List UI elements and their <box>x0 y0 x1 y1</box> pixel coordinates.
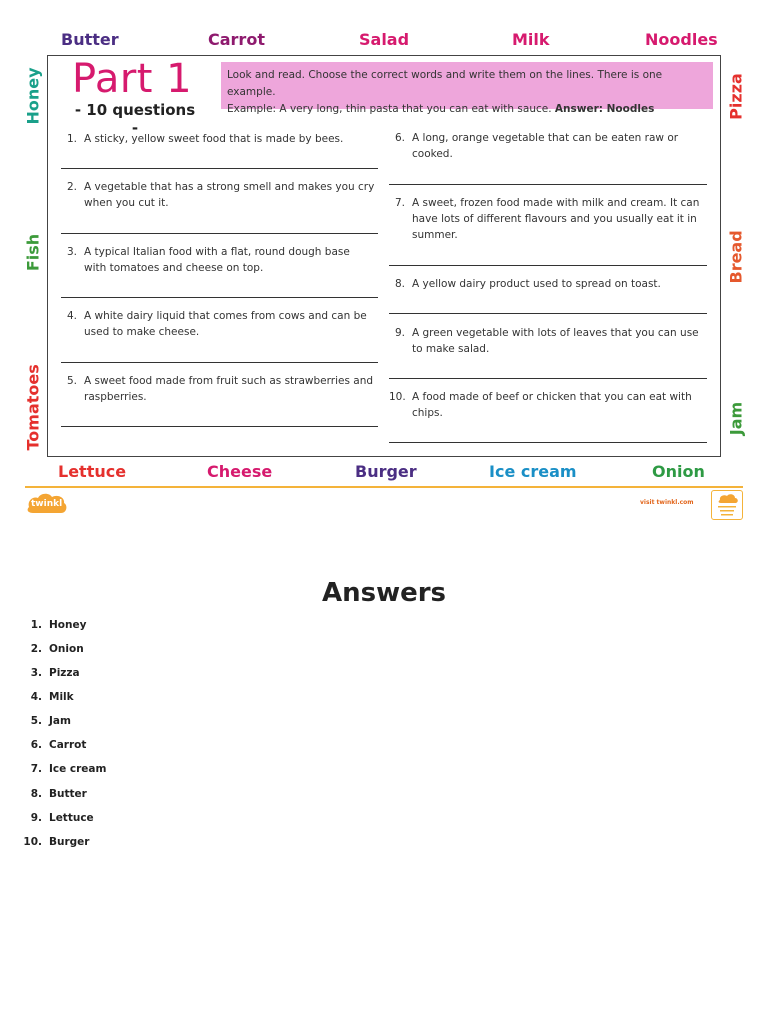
answer-text: Jam <box>49 715 71 727</box>
question-2 <box>61 179 381 213</box>
answer-number: 4. <box>30 691 42 703</box>
answer-line-8[interactable] <box>389 313 707 314</box>
question-number: 6. <box>394 132 405 144</box>
visit-link[interactable]: visit twinkl.com <box>640 499 694 506</box>
answer-number: 10. <box>23 836 42 848</box>
question-number: 3. <box>66 246 77 258</box>
question-text-cont: chips. <box>412 407 443 419</box>
answer-number: 6. <box>30 739 42 751</box>
word-butter: Butter <box>61 30 119 49</box>
answer-line-7[interactable] <box>389 265 707 266</box>
part-title: Part 1 <box>72 56 193 102</box>
twinkl-logo-text: twinkl <box>31 499 63 509</box>
question-1 <box>61 131 381 165</box>
answer-line-4[interactable] <box>61 362 378 363</box>
answer-number: 5. <box>30 715 42 727</box>
answer-text: Lettuce <box>49 812 94 824</box>
example-answer: Answer: Noodles <box>554 103 655 115</box>
answer-text: Onion <box>49 643 84 655</box>
answer-text: Ice cream <box>49 763 107 775</box>
question-text-cont: when you cut it. <box>84 197 169 209</box>
answer-number: 3. <box>30 667 42 679</box>
question-6 <box>389 130 709 164</box>
answer-line-9[interactable] <box>389 378 707 379</box>
answer-line-6[interactable] <box>389 184 707 185</box>
question-number: 2. <box>66 181 77 193</box>
question-text-cont: have lots of different flavours and you usually eat it in <box>412 213 697 225</box>
question-5 <box>61 373 381 407</box>
word-jam: Jam <box>726 401 746 436</box>
question-number: 4. <box>66 310 77 322</box>
question-text: A long, orange vegetable that can be eaten raw or <box>412 132 679 144</box>
instructions-text: Look and read. Choose the correct words and write them on the lines. There is one example. <box>227 69 663 98</box>
word-burger: Burger <box>355 462 417 481</box>
answer-text: Milk <box>49 691 74 703</box>
question-text-cont: with tomatoes and cheese on top. <box>84 262 264 274</box>
question-number: 1. <box>66 133 77 145</box>
answer-number: 1. <box>30 619 42 631</box>
answer-number: 8. <box>30 788 42 800</box>
word-noodles: Noodles <box>645 30 718 49</box>
answer-text: Pizza <box>49 667 80 679</box>
badge-icon <box>711 490 743 520</box>
badge-cloud-icon <box>712 491 742 519</box>
question-number: 7. <box>394 197 405 209</box>
answer-text: Carrot <box>49 739 87 751</box>
word-carrot: Carrot <box>208 30 265 49</box>
question-text-cont: used to make cheese. <box>84 326 200 338</box>
question-text-cont: to make salad. <box>412 343 490 355</box>
question-9 <box>389 325 709 359</box>
question-text: A yellow dairy product used to spread on toast. <box>412 278 661 290</box>
word-honey: Honey <box>23 67 43 125</box>
answer-number: 9. <box>30 812 42 824</box>
word-pizza: Pizza <box>726 73 746 120</box>
question-number: 9. <box>394 327 405 339</box>
word-fish: Fish <box>23 233 43 272</box>
question-text: A typical Italian food with a flat, round dough base <box>84 246 350 258</box>
question-text: A white dairy liquid that comes from cows and can be <box>84 310 367 322</box>
word-milk: Milk <box>512 30 550 49</box>
question-text: A sweet, frozen food made with milk and cream. It can <box>412 197 700 209</box>
answer-line-5[interactable] <box>61 426 378 427</box>
question-text: A vegetable that has a strong smell and makes you cry <box>84 181 375 193</box>
question-text-cont: cooked. <box>412 148 453 160</box>
word-lettuce: Lettuce <box>58 462 127 481</box>
answer-line-1[interactable] <box>61 168 378 169</box>
word-ice-cream: Ice cream <box>489 462 577 481</box>
answer-line-3[interactable] <box>61 297 378 298</box>
word-cheese: Cheese <box>207 462 273 481</box>
answer-text: Honey <box>49 619 87 631</box>
answers-title: Answers <box>321 578 447 608</box>
question-3 <box>61 244 381 278</box>
answer-number: 7. <box>30 763 42 775</box>
question-number: 8. <box>394 278 405 290</box>
question-4 <box>61 308 381 342</box>
question-number: 10. <box>389 391 406 403</box>
answer-number: 2. <box>30 643 42 655</box>
answer-line-10[interactable] <box>389 442 707 443</box>
question-text-cont: summer. <box>412 229 458 241</box>
question-10 <box>389 389 709 423</box>
question-text: A sticky, yellow sweet food that is made by bees. <box>84 133 344 145</box>
question-text: A food made of beef or chicken that you can eat with <box>412 391 692 403</box>
answer-text: Butter <box>49 788 87 800</box>
twinkl-logo <box>25 491 69 517</box>
answer-line-2[interactable] <box>61 233 378 234</box>
part-subtitle: - 10 questions - <box>74 101 196 137</box>
instructions-box <box>221 62 713 115</box>
question-text-cont: raspberries. <box>84 391 147 403</box>
question-8 <box>389 276 709 294</box>
question-7 <box>389 195 709 245</box>
footer-rule <box>25 486 743 488</box>
example-line <box>227 101 707 118</box>
question-text: A sweet food made from fruit such as strawberries and <box>84 375 374 387</box>
word-bread: Bread <box>726 230 746 284</box>
question-text: A green vegetable with lots of leaves that you can use <box>412 327 699 339</box>
example-text: Example: A very long, thin pasta that you can eat with sauce. <box>227 103 552 115</box>
answer-text: Burger <box>49 836 90 848</box>
question-number: 5. <box>66 375 77 387</box>
word-tomatoes: Tomatoes <box>23 364 43 451</box>
word-salad: Salad <box>359 30 410 49</box>
word-onion: Onion <box>652 462 705 481</box>
